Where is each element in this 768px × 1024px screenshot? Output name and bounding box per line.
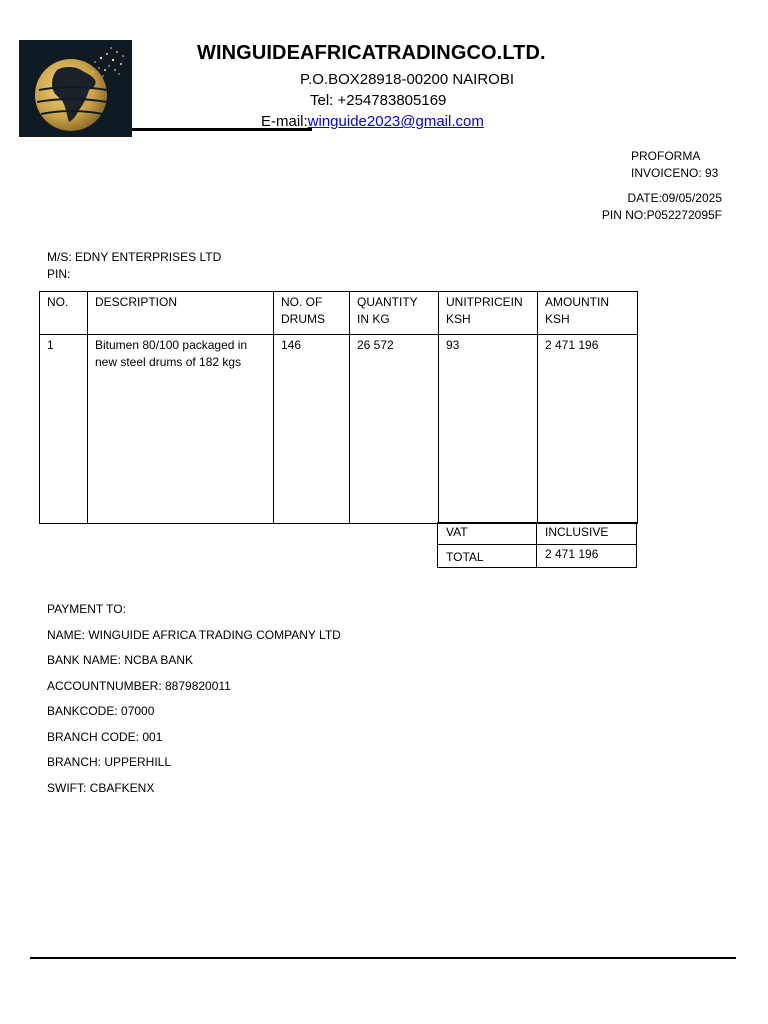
totals-table [437, 522, 637, 568]
payment-branchcode: BRANCH CODE: 001 [47, 729, 163, 744]
invoice-date: DATE:09/05/2025 [627, 191, 722, 205]
header-description: DESCRIPTION [88, 292, 274, 335]
vat-row [438, 523, 637, 545]
pin-number: PIN NO:P052272095F [601, 208, 722, 222]
payment-heading: PAYMENT TO: [47, 602, 126, 616]
payment-details [47, 602, 341, 806]
total-value: 2 471 196 [537, 545, 637, 568]
header-amount: AMOUNTIN KSH [538, 292, 638, 335]
africa-globe-icon [19, 40, 132, 137]
company-name: WINGUIDEAFRICATRADINGCO.LTD. [197, 42, 546, 64]
company-logo [19, 40, 132, 137]
total-row [438, 545, 637, 568]
footer-divider [30, 957, 736, 959]
company-phone: Tel: +254783805169 [310, 92, 447, 109]
email-link[interactable]: winguide2023@gmail.com [307, 113, 484, 130]
cell-unit-price: 93 [439, 335, 538, 524]
payment-account: ACCOUNTNUMBER: 8879820011 [47, 678, 231, 693]
invoice-block [631, 148, 718, 182]
header-no: NO. [40, 292, 88, 335]
header-quantity: QUANTITY IN KG [350, 292, 439, 335]
company-address: P.O.BOX28918-00200 NAIROBI [300, 71, 515, 88]
header-drums: NO. OF DRUMS [274, 292, 350, 335]
vat-label: VAT [438, 523, 537, 545]
items-table [39, 291, 638, 524]
invoice-number: INVOICENO: 93 [631, 166, 719, 180]
vat-value: INCLUSIVE [537, 523, 637, 545]
payment-bank: BANK NAME: NCBA BANK [47, 653, 194, 667]
date-block [602, 190, 722, 224]
client-block [47, 249, 221, 283]
payment-branch: BRANCH: UPPERHILL [47, 755, 172, 769]
cell-quantity: 26 572 [350, 335, 439, 524]
table-row [40, 335, 638, 524]
cell-amount: 2 471 196 [538, 335, 638, 524]
payment-bankcode: BANKCODE: 07000 [47, 704, 155, 718]
proforma-title: PROFORMA [631, 149, 701, 163]
table-header-row [40, 292, 638, 335]
total-label: TOTAL [438, 545, 537, 568]
client-name: M/S: EDNY ENTERPRISES LTD [47, 250, 222, 264]
cell-description: Bitumen 80/100 packaged in new steel drums of 182 kgs [88, 335, 274, 524]
email-label: E-mail: [261, 113, 308, 130]
cell-drums: 146 [274, 335, 350, 524]
cell-no: 1 [40, 335, 88, 524]
payment-name: NAME: WINGUIDE AFRICA TRADING COMPANY LTD [47, 627, 341, 642]
client-pin: PIN: [47, 267, 71, 281]
payment-swift: SWIFT: CBAFKENX [47, 780, 155, 795]
header-unit-price: UNITPRICEIN KSH [439, 292, 538, 335]
company-email-line [261, 113, 484, 130]
